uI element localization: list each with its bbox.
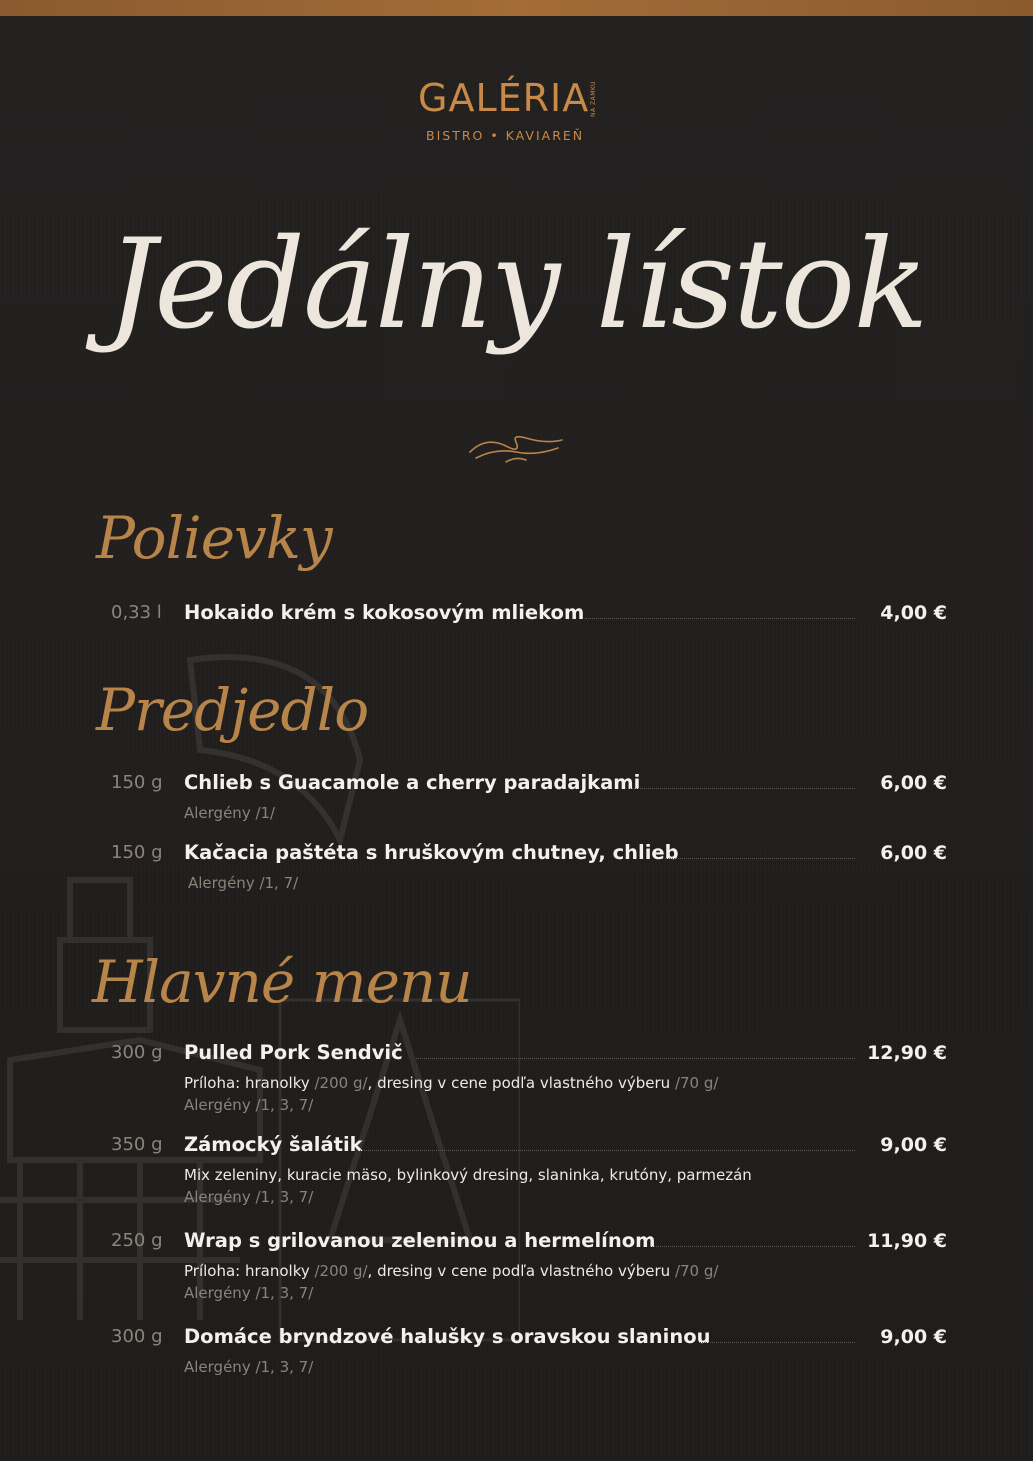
item-name: Domáce bryndzové halušky s oravskou slaninou (184, 1325, 711, 1348)
flourish-ornament-icon (466, 428, 566, 468)
item-allergens: Alergény /1, 3, 7/ (184, 1358, 314, 1376)
item-allergens: Alergény /1, 3, 7/ (184, 1096, 314, 1114)
item-allergens: Alergény /1, 3, 7/ (184, 1188, 314, 1206)
brand-side-text: NA ZÁMKU (590, 80, 597, 118)
item-name: Pulled Pork Sendvič (184, 1041, 403, 1064)
dotted-leader (665, 857, 855, 859)
dotted-leader (700, 1341, 855, 1343)
item-price: 9,00 € (880, 1134, 947, 1156)
item-description (184, 1260, 718, 1282)
dressing-weight: /70 g/ (674, 1262, 719, 1280)
brand-logo (418, 72, 618, 152)
item-price: 9,00 € (880, 1326, 947, 1348)
dressing-label: , dresing v cene podľa vlastného výberu (367, 1074, 675, 1092)
item-price: 12,90 € (867, 1042, 947, 1064)
side-dish-weight: /200 g/ (314, 1262, 368, 1280)
item-quantity: 0,33 l (111, 602, 162, 623)
brand-name: GALÉRIA (418, 76, 590, 120)
item-allergens: Alergény /1/ (184, 804, 276, 822)
dressing-weight: /70 g/ (674, 1074, 719, 1092)
brand-subtitle: BISTRO • KAVIAREŇ (426, 128, 585, 143)
dotted-leader (360, 1149, 855, 1151)
page-title: Jedálny lístok (106, 213, 927, 357)
item-price: 6,00 € (880, 772, 947, 794)
dressing-label: , dresing v cene podľa vlastného výberu (367, 1262, 675, 1280)
dotted-leader (585, 617, 855, 619)
item-price: 11,90 € (867, 1230, 947, 1252)
item-allergens: Alergény /1, 3, 7/ (184, 1284, 314, 1302)
item-quantity: 300 g (111, 1042, 163, 1063)
side-dish-label: Príloha: hranolky (184, 1074, 315, 1092)
item-quantity: 250 g (111, 1230, 163, 1251)
item-name: Wrap s grilovanou zeleninou a hermelínom (184, 1229, 656, 1252)
dotted-leader (630, 787, 855, 789)
side-dish-weight: /200 g/ (314, 1074, 368, 1092)
section-title-predjedlo: Predjedlo (96, 676, 369, 744)
item-quantity: 150 g (111, 842, 163, 863)
item-price: 6,00 € (880, 842, 947, 864)
item-name: Hokaido krém s kokosovým mliekom (184, 601, 585, 624)
item-name: Chlieb s Guacamole a cherry paradajkami (184, 771, 641, 794)
item-allergens: Alergény /1, 7/ (188, 874, 299, 892)
item-description (184, 1072, 718, 1094)
section-title-polievky: Polievky (96, 504, 332, 572)
section-title-hlavne-menu: Hlavné menu (92, 948, 472, 1016)
side-dish-label: Príloha: hranolky (184, 1262, 315, 1280)
top-accent-bar (0, 0, 1033, 16)
item-name: Kačacia paštéta s hruškovým chutney, chlieb (184, 841, 679, 864)
item-name: Zámocký šalátik (184, 1133, 363, 1156)
item-quantity: 350 g (111, 1134, 163, 1155)
item-price: 4,00 € (880, 602, 947, 624)
item-description: Mix zeleniny, kuracie mäso, bylinkový dresing, slaninka, krutóny, parmezán (184, 1166, 752, 1184)
item-quantity: 300 g (111, 1326, 163, 1347)
dotted-leader (650, 1245, 855, 1247)
dotted-leader (416, 1057, 855, 1059)
item-quantity: 150 g (111, 772, 163, 793)
